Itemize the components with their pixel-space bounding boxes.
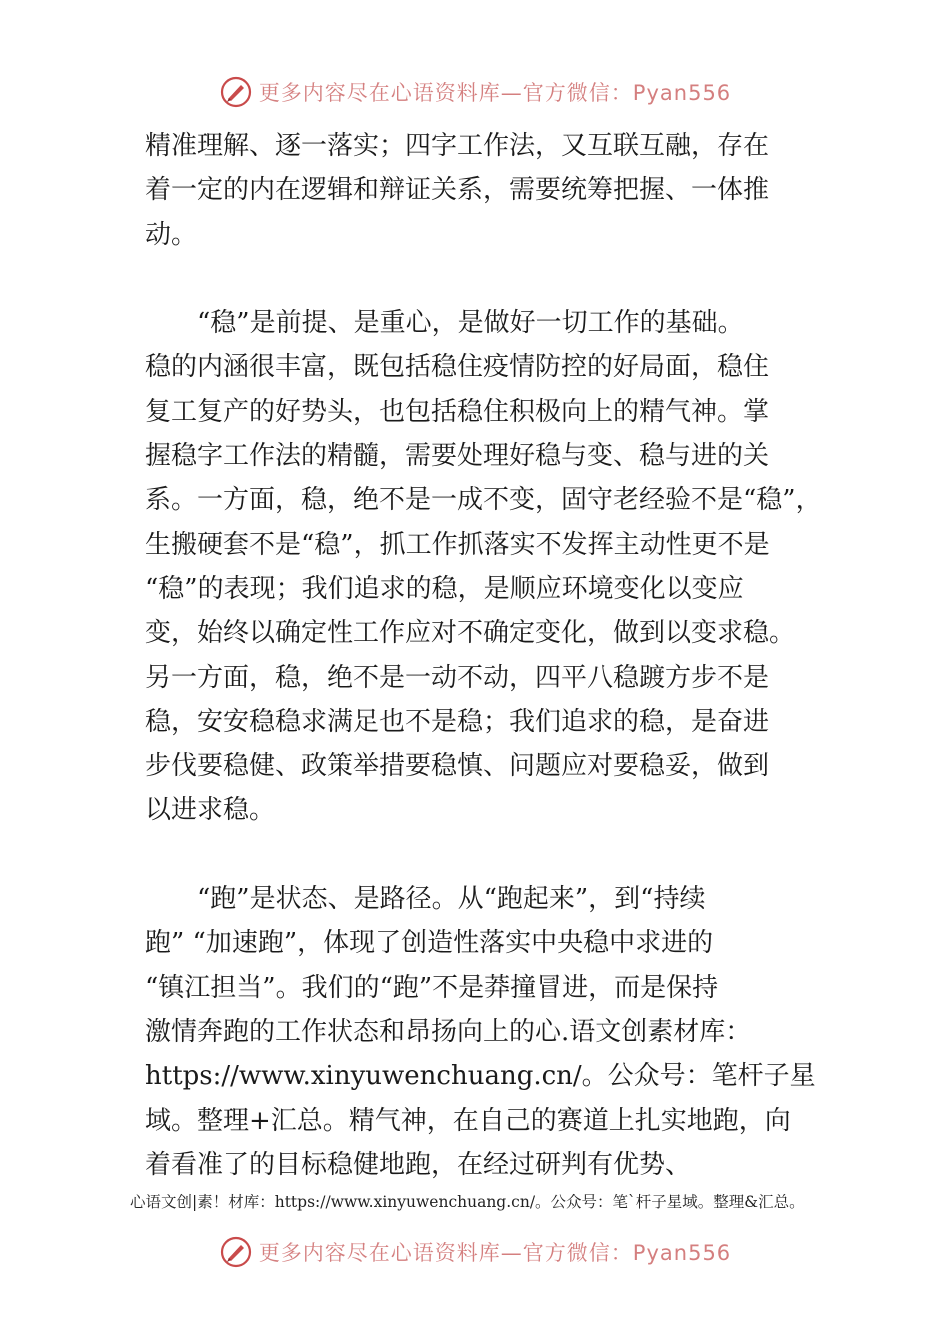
- text-line: “镇江担当”。我们的“跑”不是莽撞冒进，而是保持: [145, 972, 719, 1003]
- text-line: 步伐要稳健、政策举措要稳慎、问题应对要稳妥，做到: [145, 751, 770, 782]
- text-line: 着一定的内在逻辑和辩证关系，需要统筹把握、一体推: [145, 175, 770, 206]
- text-line: https://www.xinyuwenchuang.cn/。公众号：笔杆子星: [145, 1061, 816, 1092]
- text-line: 复工复产的好势头，也包括稳住积极向上的精气神。掌: [145, 396, 770, 427]
- text-line: 稳的内涵很丰富，既包括稳住疫情防控的好局面，稳住: [145, 352, 770, 383]
- text-line: 握稳字工作法的精髓，需要处理好稳与变、稳与进的关: [145, 441, 770, 472]
- footer-banner-text: 更多内容尽在心语资料库—官方微信：Pyan556: [258, 1241, 732, 1265]
- paragraph-3: [145, 877, 816, 1187]
- text-line: “稳”是前提、是重心，是做好一切工作的基础。: [145, 308, 744, 339]
- quill-logo-icon: [219, 75, 253, 109]
- footer-note: 心语文创|素！材库：https://www.xinyuwenchuang.cn/。公众号：笔`杆子星域。整理&汇总。: [130, 1193, 805, 1211]
- text-line: 激情奔跑的工作状态和昂扬向上的心.语文创素材库：: [145, 1016, 752, 1047]
- footer-banner: [0, 1232, 950, 1272]
- text-line: 变，始终以确定性工作应对不确定变化，做到以变求稳。: [145, 618, 796, 649]
- text-line: 生搬硬套不是“稳”，抓工作抓落实不发挥主动性更不是: [145, 529, 770, 560]
- text-line: 系。一方面，稳，绝不是一成不变，固守老经验不是“稳”，: [145, 485, 822, 516]
- text-line: “稳”的表现；我们追求的稳，是顺应环境变化以变应: [145, 573, 744, 604]
- text-line: 精准理解、逐一落实；四字工作法，又互联互融，存在: [145, 131, 770, 161]
- text-line: 域。整理+汇总。精气神，在自己的赛道上扎实地跑，向: [145, 1105, 791, 1136]
- paragraph-1: [145, 124, 810, 257]
- text-line: 着看准了的目标稳健地跑，在经过研判有优势、: [145, 1149, 692, 1180]
- header-banner-text: 更多内容尽在心语资料库—官方微信：Pyan556: [258, 81, 732, 105]
- document-body: [145, 124, 822, 1187]
- text-line: 动。: [145, 219, 198, 250]
- paragraph-2: [145, 301, 822, 833]
- header-banner: [0, 72, 950, 112]
- text-line: 另一方面，稳，绝不是一动不动，四平八稳踱方步不是: [145, 662, 770, 693]
- text-line: 稳，安安稳稳求满足也不是稳；我们追求的稳，是奋进: [145, 706, 770, 737]
- quill-logo-icon: [219, 1235, 253, 1269]
- text-line: “跑”是状态、是路径。从“跑起来”，到“持续: [145, 884, 706, 915]
- text-line: 以进求稳。: [145, 795, 276, 826]
- text-line: 跑” “加速跑”，体现了创造性落实中央稳中求进的: [145, 928, 714, 959]
